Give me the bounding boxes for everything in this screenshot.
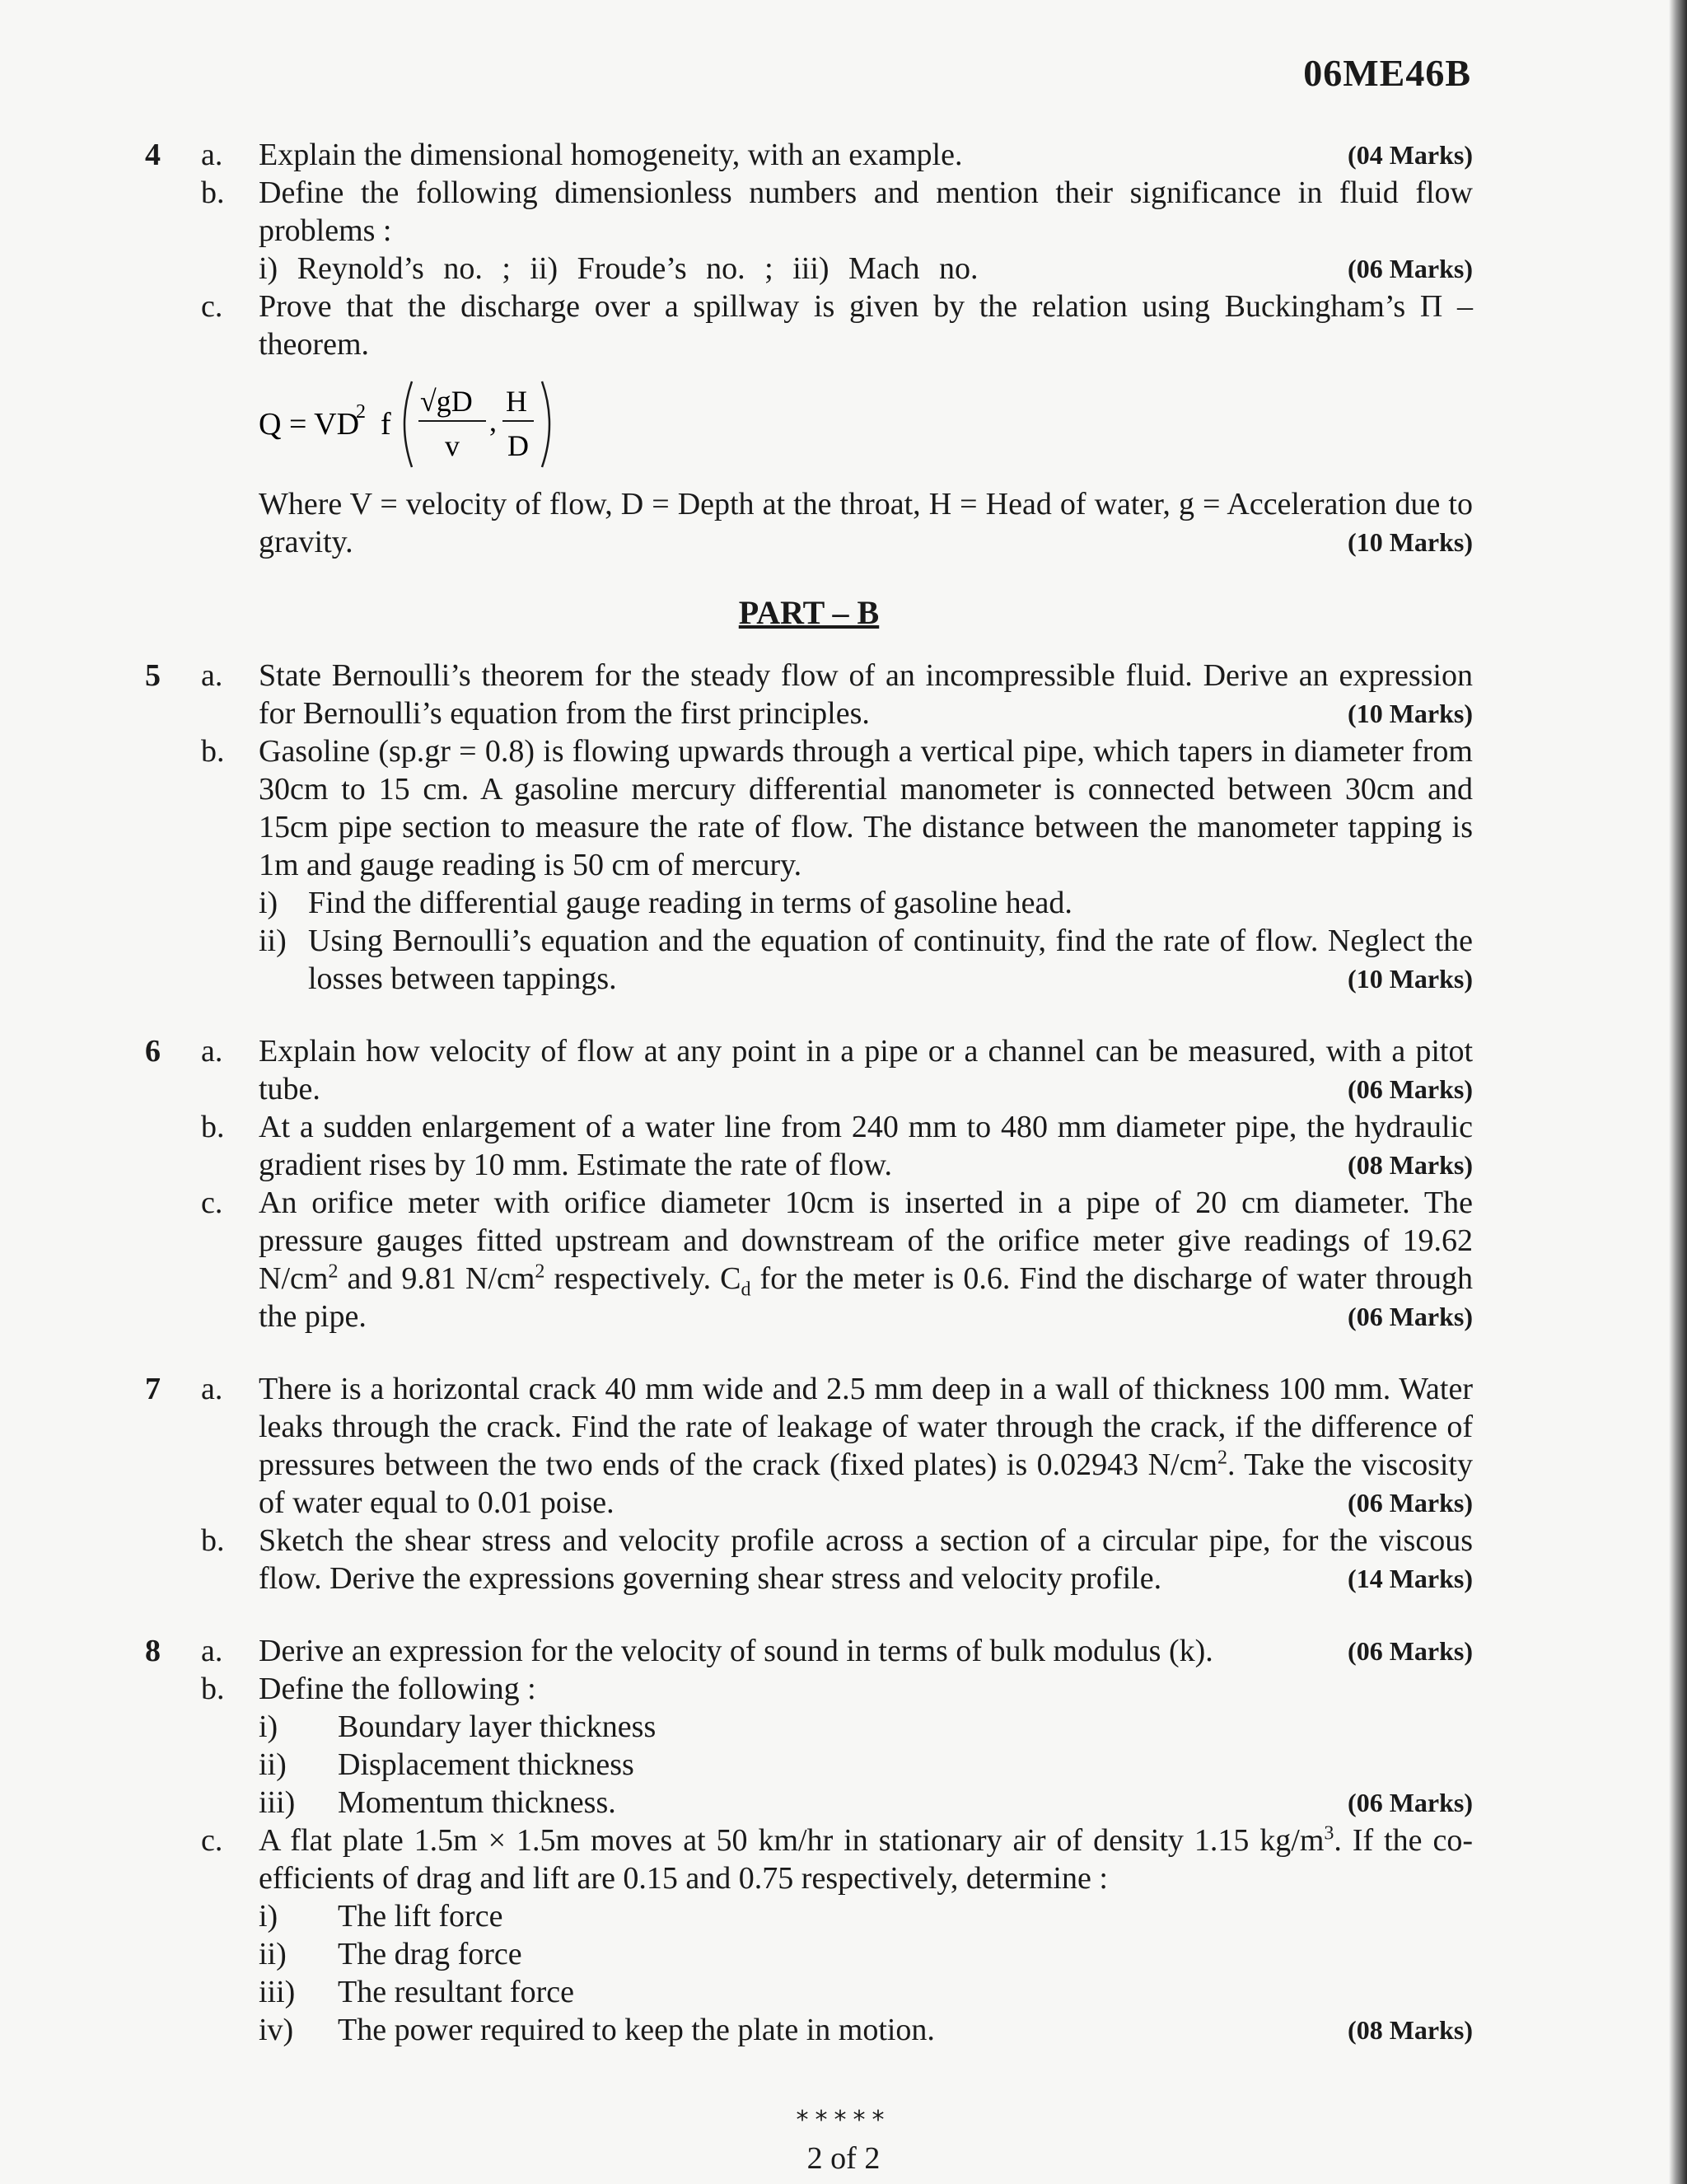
question-5b (145, 732, 1473, 998)
part-label: a. (201, 658, 223, 693)
sub-item (259, 1935, 1473, 1973)
sub-item-text: Find the differential gauge reading in terms of gasoline head. (308, 886, 1072, 920)
question-text: At a sudden enlargement of a water line from 240 mm to 480 mm diameter pipe, the hydraulic gradient rises by 10 mm. Estimate the rate of flow. (259, 1110, 1473, 1182)
sub-item-label: ii) (259, 924, 287, 958)
sub-item-label: iii) (259, 1785, 296, 1820)
questions (145, 136, 1473, 2049)
sub-item-label: i) (259, 1899, 278, 1934)
question-4 (145, 136, 1473, 561)
sub-item-label: i) (259, 1709, 278, 1744)
question-text: A flat plate 1.5m × 1.5m moves at 50 km/hr in stationary air of density 1.15 kg/m (259, 1823, 1325, 1858)
sub-item (259, 1784, 1473, 1822)
sub-item-text: Momentum thickness. (338, 1785, 616, 1820)
question-text: Gasoline (sp.gr = 0.8) is flowing upwards through a vertical pipe, which tapers in diameter from 30cm to 15 cm. A gasoline mercury differential manometer is connected between 30cm and 15cm pipe section to measure the rate of flow. The distance between the manometer tapping is 1m and gauge reading is 50 cm of mercury. (259, 734, 1473, 882)
sub-item (259, 1746, 1473, 1784)
question-text: Explain how velocity of flow at any point in a pipe or a channel can be measured, with a pitot tube. (259, 1034, 1473, 1106)
marks: (06 Marks) (1348, 254, 1473, 283)
sub-item (259, 884, 1473, 922)
sub-item-label: iii) (259, 1975, 296, 2009)
part-label: b. (201, 734, 225, 769)
question-6 (145, 1032, 1473, 1335)
right-paren (542, 381, 549, 467)
where-text: Where V = velocity of flow, D = Depth at the throat, H = Head of water, g = Acceleration due to gravity. (259, 487, 1473, 559)
part-label: c. (201, 1186, 223, 1220)
formula-denominator-2: D (507, 429, 529, 462)
marks: (10 Marks) (1348, 964, 1473, 994)
question-6c (145, 1184, 1473, 1335)
sub-item (259, 1708, 1473, 1746)
question-number: 4 (145, 138, 161, 172)
question-number: 6 (145, 1034, 161, 1069)
sub-item (259, 2011, 1473, 2049)
question-text: Prove that the discharge over a spillway is given by the relation using Buckingham’s Π – theorem. (259, 289, 1473, 362)
question-text: Derive an expression for the velocity of sound in terms of bulk modulus (k). (259, 1634, 1213, 1668)
question-text: There is a horizontal crack 40 mm wide and 2.5 mm deep in a wall of thickness 100 mm. Water leaks through the crack. Find the rate of leakage of water through the crack, if the difference of pressures between the two ends of the crack (fixed plates) is 0.02943 N/cm (259, 1372, 1473, 1482)
question-4c (145, 288, 1473, 561)
question-text: Sketch the shear stress and velocity profile across a section of a circular pipe, for the viscous flow. Derive the expressions governing shear stress and velocity profile. (259, 1523, 1473, 1596)
paper-code: 06ME46B (1303, 52, 1471, 94)
formula-denominator-1: v (445, 429, 460, 462)
part-label: b. (201, 1523, 225, 1558)
part-label: b. (201, 1672, 225, 1706)
question-5 (145, 657, 1473, 998)
sub-item-text: The power required to keep the plate in motion. (338, 2013, 935, 2047)
question-text: Define the following dimensionless numbers and mention their significance in fluid flow problems : (259, 175, 1473, 248)
question-7 (145, 1370, 1473, 1597)
sub-item-label: ii) (259, 1747, 287, 1782)
sub-item-text: The resultant force (338, 1975, 574, 2009)
question-text: Define the following : (259, 1672, 536, 1706)
formula-exponent: 2 (356, 401, 366, 423)
question-text: State Bernoulli’s theorem for the steady flow of an incompressible fluid. Derive an expression for Bernoulli’s equation from the first principles. (259, 658, 1473, 731)
question-8c (145, 1822, 1473, 2049)
marks: (10 Marks) (1348, 527, 1473, 557)
marks: (08 Marks) (1348, 1150, 1473, 1180)
sub-item-text: Using Bernoulli’s equation and the equation of continuity, find the rate of flow. Neglect the losses between tappings. (308, 924, 1473, 996)
superscript: 2 (328, 1260, 339, 1283)
part-label: b. (201, 175, 225, 210)
question-6b (145, 1108, 1473, 1184)
marks: (06 Marks) (1348, 1074, 1473, 1104)
question-5a (145, 657, 1473, 732)
part-label: a. (201, 138, 223, 172)
question-text: . Take the viscosity of water equal to 0.01 poise. (259, 1447, 1473, 1520)
question-4b (145, 174, 1473, 288)
part-label: b. (201, 1110, 225, 1144)
question-text: respectively. C (544, 1261, 741, 1296)
question-number: 7 (145, 1372, 161, 1406)
question-text: for the meter is 0.6. Find the discharge of water through the pipe. (259, 1261, 1473, 1334)
part-label: a. (201, 1034, 223, 1069)
sub-item-text: The drag force (338, 1937, 522, 1971)
formula-numerator-1: √gD (420, 385, 473, 418)
part-label: a. (201, 1634, 223, 1668)
marks: (08 Marks) (1348, 2015, 1473, 2045)
marks: (06 Marks) (1348, 1488, 1473, 1518)
question-text: and 9.81 N/cm (338, 1261, 535, 1296)
spillway-formula (259, 375, 1473, 474)
question-number: 5 (145, 658, 161, 693)
marks: (06 Marks) (1348, 1302, 1473, 1331)
sub-item-text: Boundary layer thickness (338, 1709, 657, 1744)
superscript: 2 (1217, 1447, 1228, 1469)
question-text: . If the co-efficients of drag and lift are 0.15 and 0.75 respectively, determine : (259, 1823, 1473, 1896)
question-text: An orifice meter with orifice diameter 10cm is inserted in a pipe of 20 cm diameter. The pressure gauges fitted upstream and downstream of the orifice meter give readings of 19.62 N/cm (259, 1186, 1473, 1296)
marks: (14 Marks) (1348, 1564, 1473, 1593)
question-items: i) Reynold’s no. ; ii) Froude’s no. ; iii) Mach no. (259, 251, 979, 286)
question-7b (145, 1522, 1473, 1597)
question-text: Explain the dimensional homogeneity, with an example. (259, 138, 963, 172)
formula-function: f (381, 407, 391, 442)
part-label: c. (201, 289, 223, 324)
formula-numerator-2: H (506, 385, 527, 418)
formula-graphic (259, 375, 605, 474)
sub-item (259, 1897, 1473, 1935)
formula-comma: , (489, 405, 497, 437)
sub-item-label: ii) (259, 1937, 287, 1971)
question-6a (145, 1032, 1473, 1108)
sub-item-text: The lift force (338, 1899, 503, 1934)
page-number: 2 of 2 (806, 2141, 881, 2176)
part-label: c. (201, 1823, 223, 1858)
question-8a (145, 1632, 1473, 1670)
superscript: 2 (535, 1260, 545, 1283)
marks: (06 Marks) (1348, 1788, 1473, 1817)
formula-lhs: Q = VD (259, 407, 360, 442)
sub-item-label: i) (259, 886, 278, 920)
part-b-heading: PART – B (738, 594, 880, 631)
superscript: 3 (1324, 1822, 1334, 1845)
sub-item (259, 1973, 1473, 2011)
left-paren (404, 381, 412, 467)
marks: (10 Marks) (1348, 699, 1473, 728)
question-7a (145, 1370, 1473, 1522)
marks: (06 Marks) (1348, 1636, 1473, 1666)
marks: (04 Marks) (1348, 140, 1473, 170)
end-stars: ***** (796, 2106, 891, 2135)
question-4a (145, 136, 1473, 174)
part-label: a. (201, 1372, 223, 1406)
question-8 (145, 1632, 1473, 2049)
subscript: d (741, 1279, 751, 1301)
sub-item (259, 922, 1473, 998)
question-number: 8 (145, 1634, 161, 1668)
sub-item-text: Displacement thickness (338, 1747, 634, 1782)
question-8b (145, 1670, 1473, 1822)
sub-item-label: iv) (259, 2013, 294, 2047)
